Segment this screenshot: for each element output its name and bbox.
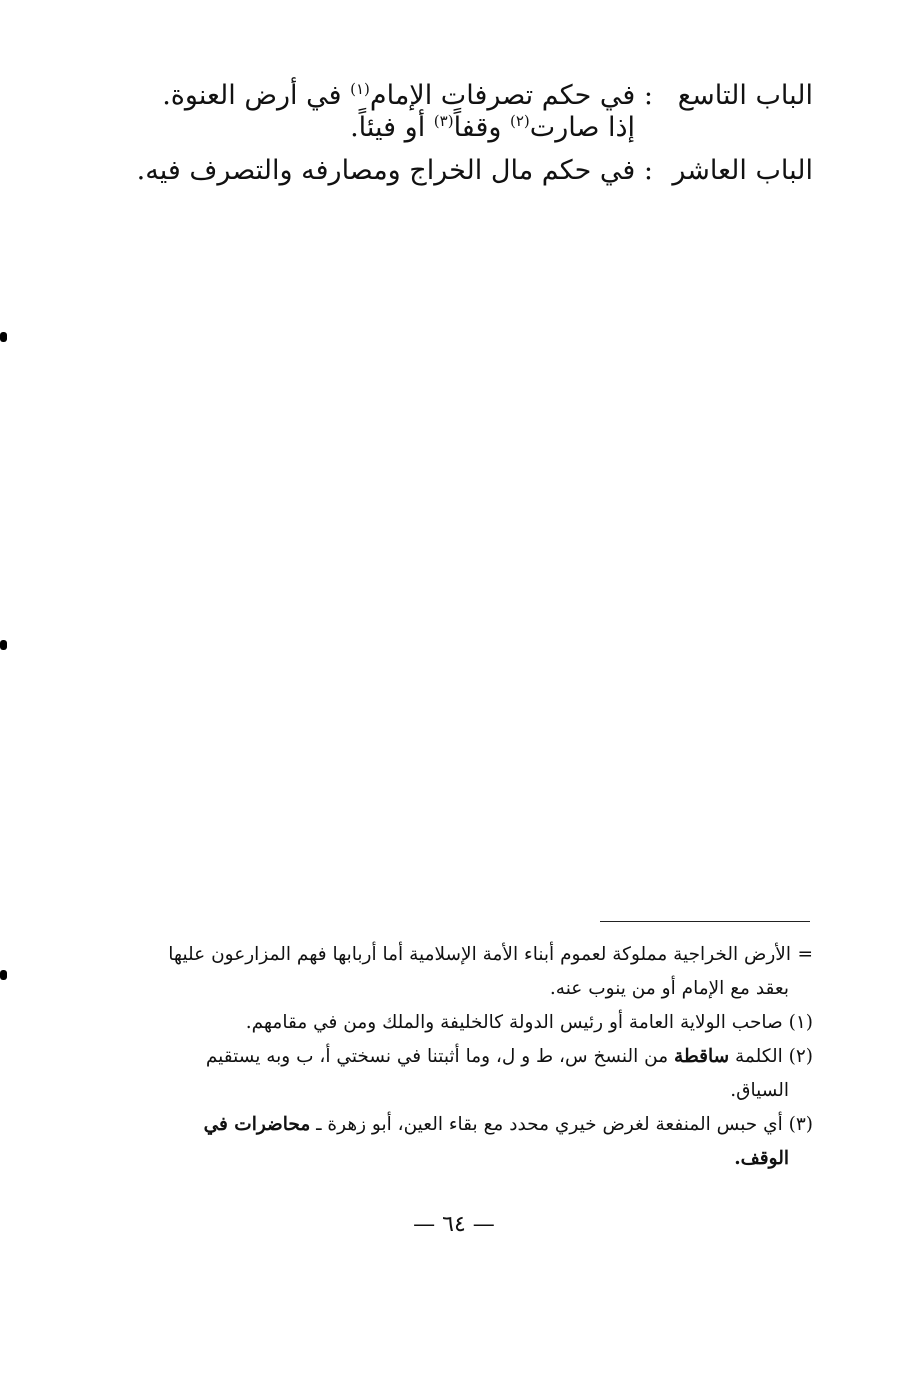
footnote-2-continuation: السياق. (730, 1080, 789, 1101)
scan-mark-dot (0, 332, 7, 342)
chapter-9-cont-text-2: وقفاً (453, 112, 510, 144)
footnote-2 (113, 1040, 813, 1108)
footnote-2-marker: (٢) (788, 1046, 813, 1067)
footnote-2-bold: ساقطة (674, 1046, 730, 1067)
chapter-9-cont-text: إذا صارت (529, 112, 635, 144)
footnote-carry-marker: = (797, 944, 813, 965)
footnote-3-text: أي حبس المنفعة لغرض خيري محدد مع بقاء العين، أبو زهرة ـ (310, 1114, 783, 1135)
chapter-9-continuation (133, 112, 653, 144)
chapter-10-label: الباب العاشر (672, 154, 813, 186)
chapter-9-cont-text-3: أو فيئاً. (350, 112, 434, 144)
footnotes (113, 938, 813, 1176)
chapter-9-label: الباب التاسع (677, 80, 813, 111)
footnote-2-text: الكلمة (729, 1046, 783, 1067)
footnote-carry-continuation: بعقد مع الإمام أو من ينوب عنه. (549, 978, 789, 999)
footnote-carry-text: الأرض الخراجية مملوكة لعموم أبناء الأمة الإسلامية أما أربابها فهم المزارعون عليها (168, 944, 791, 965)
scan-mark-dot (0, 970, 7, 980)
footnote-3 (113, 1108, 813, 1176)
chapter-list (133, 80, 813, 197)
footnote-separator (600, 921, 810, 922)
page-number: — ٦٤ — (413, 1212, 495, 1237)
footnote-ref-1: (١) (350, 80, 370, 98)
footnote-1-marker: (١) (788, 1012, 813, 1033)
chapter-9-text-end: في أرض العنوة. (162, 80, 351, 111)
footnote-ref-3: (٣) (433, 112, 454, 131)
chapter-9 (133, 80, 813, 145)
footnote-2-text-end: من النسخ س، ط و ل، وما أثبتنا في نسختي أ، ب وبه يستقيم (205, 1046, 675, 1067)
footnote-carryover (113, 938, 813, 1006)
chapter-10 (133, 155, 813, 187)
scan-mark-dot (0, 640, 7, 650)
footnote-1 (113, 1006, 813, 1040)
chapter-10-title: : في حكم مال الخراج ومصارفه والتصرف فيه. (136, 154, 653, 186)
footnote-ref-2: (٢) (510, 112, 530, 131)
chapter-9-title (133, 80, 653, 145)
footnote-3-continuation: الوقف. (734, 1148, 789, 1169)
footnote-3-marker: (٣) (788, 1114, 813, 1135)
chapter-9-text: : في حكم تصرفات الإمام (369, 80, 653, 111)
footnote-3-bold: محاضرات في (203, 1114, 311, 1135)
footnote-1-text: صاحب الولاية العامة أو رئيس الدولة كالخليفة والملك ومن في مقامهم. (245, 1012, 783, 1033)
